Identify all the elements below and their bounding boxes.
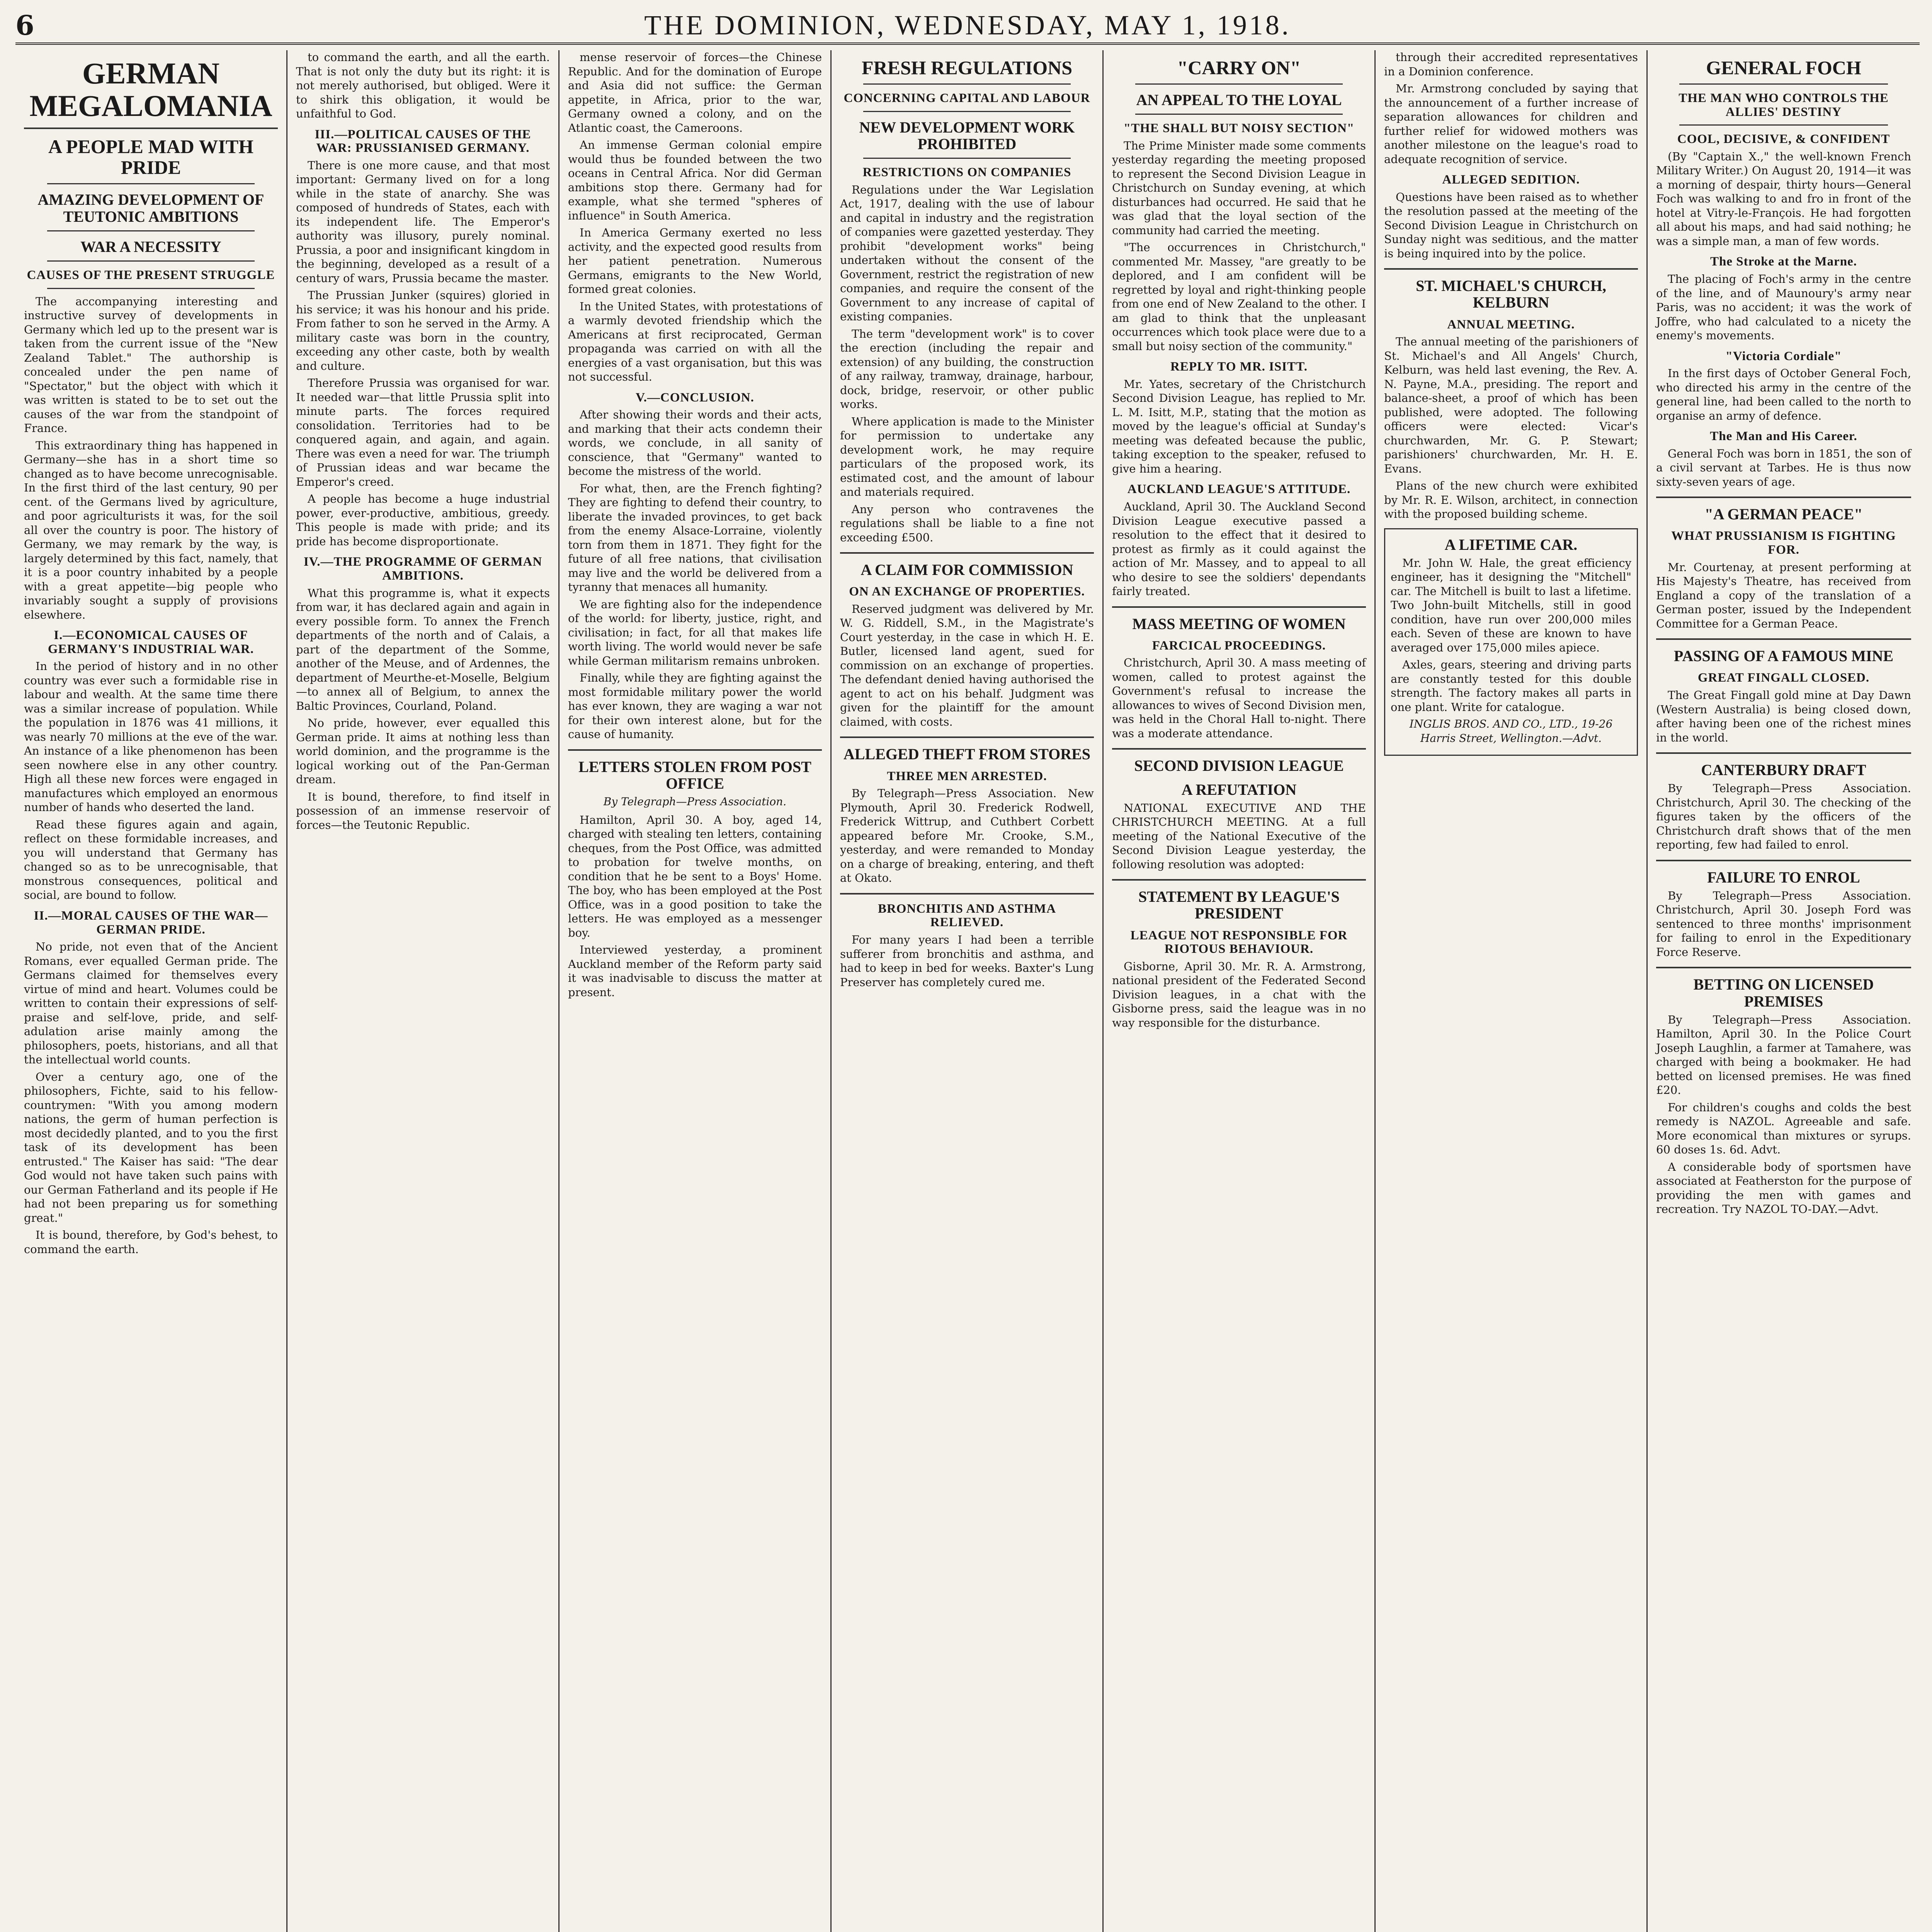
article-paragraph: By Telegraph—Press Association. Christchurch, April 30. The checking of the figures taken by the officers of the Christchurch draft shows that of the men reporting, few had failed to enrol. (1656, 782, 1911, 852)
article-paragraph: Questions have been raised as to whether the resolution passed at the meeting of the Second Division League in Christchurch on Sunday night was seditious, and the matter is being inquired into by the police. (1384, 190, 1638, 260)
article-paragraph: Any person who contravenes the regulations shall be liable to a fine not exceeding £500. (840, 502, 1094, 544)
divider (840, 893, 1094, 895)
advertisement-text: Mr. John W. Hale, the great efficiency engineer, has it designing the "Mitchell" car. The Mitchell is built to last a lifetime. Two John-built Mitchells, still in good condition, have run over 200,000 miles each. Seven of these are known to have averaged over 175,000 miles apiece. (1391, 556, 1631, 654)
deck-war-necessity: WAR A NECESSITY (80, 238, 221, 255)
headline-german-megalomania: GERMAN MEGALOMANIA (24, 57, 278, 129)
section-heading: The Stroke at the Marne. (1710, 255, 1857, 269)
headline-alleged-theft: ALLEGED THEFT FROM STORES (843, 745, 1091, 763)
newspaper-title: THE DOMINION, WEDNESDAY, MAY 1, 1918. (644, 9, 1291, 41)
article-paragraph: In America Germany exerted no less activity, and the expected good results from her patient penetration. Numerous Germans, emigrants to the New World, formed great colonies. (568, 226, 822, 296)
article-paragraph: The Prime Minister made some comments yesterday regarding the meeting proposed to represent the Second Division League in Christchurch on Sunday evening, at which disturbances had occurred. He said that he was glad that the loyal section of the community had carried the meeting. (1112, 139, 1366, 237)
advertisement-box (1384, 528, 1638, 756)
page-columns (15, 50, 1920, 1932)
headline-st-michaels: ST. MICHAEL'S CHURCH, KELBURN (1416, 277, 1606, 311)
article-paragraph: A people has become a huge industrial power, ever-productive, ambitious, greedy. This people is made with pride; and its pride has become disproportionate. (296, 492, 550, 548)
article-paragraph: What this programme is, what it expects from war, it has declared again and again in every possible form. To annex the French departments of the north and of Calais, a part of the department of the Somme, another of the Meuse, and of Ardennes, the department of Meurthe-et-Moselle, Belgium—to annex all of Belgium, to annex the Baltic Provinces, Courland, Poland. (296, 586, 550, 713)
headline-german-peace: "A GERMAN PEACE" (1704, 505, 1863, 523)
article-paragraph: In the period of history and in no other country was ever such a formidable rise in labour and wealth. At the same time there was a similar increase of population. While the population in 1876 was 41 millions, it was nearly 70 millions at the eve of the war. An instance of a like phenomenon has been seen nowhere else in any other country. High all these new forces were engaged in manufactures which employed an enormous number of hands who deserted the land. (24, 660, 278, 814)
deck-people-mad: A PEOPLE MAD WITH PRIDE (48, 136, 254, 179)
column-5 (1104, 50, 1376, 1932)
divider (1656, 860, 1911, 861)
headline-famous-mine: PASSING OF A FAMOUS MINE (1673, 647, 1894, 665)
deck-development-work: NEW DEVELOPMENT WORK PROHIBITED (859, 118, 1075, 153)
column-4 (832, 50, 1104, 1932)
article-paragraph: Mr. Armstrong concluded by saying that the announcement of a further increase of separation allowances for children and further relief for widowed mothers was another milestone on the league's road to adequate recognition of service. (1384, 82, 1638, 166)
article-paragraph: to command the earth, and all the earth. That is not only the duty but its right: it is not merely authorised, but obliged. Were it to shirk this obligation, it would be unfaithful to God. (296, 51, 550, 120)
article-paragraph: Where application is made to the Minister for permission to undertake any development work, he may require particulars of the proposed work, its estimated cost, and the amount of labour and materials required. (840, 415, 1094, 499)
article-paragraph: Auckland, April 30. The Auckland Second Division League executive passed a resolution to the effect that it desired to protest as firmly as it could against the action of Mr. Massey, and to appeal to all who desire to see the soldiers' dependants fairly treated. (1112, 500, 1366, 598)
headline-second-division: SECOND DIVISION LEAGUE (1134, 757, 1344, 775)
page-number: 6 (15, 9, 34, 41)
article-paragraph: No pride, not even that of the Ancient Romans, ever equalled German pride. The Germans claimed for themselves every virtue of mind and heart. Volumes could be written to contain their expressions of self-praise and self-love, pride, and self-adulation arise mainly among the philosophers, poets, historians, and all that the intellectual world counts. (24, 940, 278, 1066)
headline-failure-enrol: FAILURE TO ENROL (1707, 868, 1860, 886)
article-paragraph: Finally, while they are fighting against the most formidable military power the world has ever known, they are waging a war not for their own interest alone, but for the cause of humanity. (568, 671, 822, 741)
article-paragraph: By Telegraph—Press Association. Hamilton, April 30. In the Police Court Joseph Laughlin, a farmer at Tamahere, was charged with being a bookmaker. He had betted on licensed premises. He was fined £20. (1656, 1013, 1911, 1097)
article-paragraph: This extraordinary thing has happened in Germany—she has in a short time so changed as to have become unrecognisable. In the first third of the last century, 90 per cent. of the Germans lived by agriculture, and poor agriculturists it was, for the soil all over the country is poor. The history of Germany, we may remark by the way, is largely determined by this fact, namely, that it is a poor country inhabited by a people with a great appetite—big people who invariably sought a supply of provisions elsewhere. (24, 439, 278, 621)
headline-fresh-regulations: FRESH REGULATIONS (861, 57, 1073, 78)
divider (47, 183, 255, 184)
deck-allies-destiny: THE MAN WHO CONTROLS THE ALLIES' DESTINY (1679, 91, 1889, 119)
deck-noisy-section: "THE SHALL BUT NOISY SECTION" (1123, 121, 1355, 136)
article-paragraph: An immense German colonial empire would thus be founded between the two oceans in Central Africa. Nor did German ambitions stop there. Germany had for example, what she termed "spheres of influence" in South America. (568, 138, 822, 222)
section-heading: "Victoria Cordiale" (1725, 349, 1842, 363)
deck-three-men: THREE MEN ARRESTED. (887, 769, 1047, 783)
divider (1679, 124, 1888, 126)
divider (1135, 114, 1343, 115)
column-1 (15, 50, 287, 1932)
article-paragraph: Therefore Prussia was organised for war. It needed war—that little Prussia split into minute parts. The forces required consolidation. Territories had to be conquered again, and again, and again. There was even a need for war. The triumph of Prussian ideas and war became the Emperor's creed. (296, 376, 550, 488)
article-paragraph: A considerable body of sportsmen have associated at Featherston for the purpose of providing the men with games and recreation. Try NAZOL TO-DAY.—Advt. (1656, 1160, 1911, 1216)
article-paragraph: No pride, however, ever equalled this German pride. It aims at nothing less than world dominion, and the programme is the logical working out of the Pan-German dream. (296, 716, 550, 786)
divider (1135, 83, 1343, 85)
divider (1656, 638, 1911, 640)
divider (1112, 606, 1366, 608)
article-paragraph: (By "Captain X.," the well-known French Military Writer.) On August 20, 1914—it was a morning of despair, thirty hours—General Foch was walking to and fro in front of the hotel at Vitry-le-François. He had forgotten all about his maps, and had said nothing; he was a simple man, a man of few words. (1656, 150, 1911, 248)
article-paragraph: We are fighting also for the independence of the world: for liberty, justice, right, and civilisation; in fact, for all that makes life worth living. The world would never be safe while German militarism remains unbroken. (568, 597, 822, 667)
section-heading: V.—CONCLUSION. (636, 390, 754, 405)
section-heading: II.—MORAL CAUSES OF THE WAR—GERMAN PRIDE. (34, 908, 268, 937)
divider (1656, 497, 1911, 498)
divider (1112, 748, 1366, 750)
article-paragraph: General Foch was born in 1851, the son of a civil servant at Tarbes. He is thus now sixty-seven years of age. (1656, 447, 1911, 488)
divider (863, 83, 1071, 85)
deck-capital-labour: CONCERNING CAPITAL AND LABOUR (844, 91, 1090, 105)
column-7 (1648, 50, 1920, 1932)
divider (568, 749, 822, 751)
section-heading: The Man and His Career. (1710, 429, 1857, 444)
section-heading: REPLY TO MR. ISITT. (1170, 360, 1308, 374)
divider (863, 158, 1071, 159)
masthead (15, 8, 1920, 45)
divider (1112, 879, 1366, 881)
headline-mass-meeting: MASS MEETING OF WOMEN (1132, 615, 1346, 633)
article-paragraph: In the first days of October General Foch, who directed his army in the centre of the general line, had been called to the north to organise an army of defence. (1656, 367, 1911, 422)
article-paragraph: In the United States, with protestations of a warmly devoted friendship which the Americans at first reciprocated, German propaganda was carried on with all the energies of a vast organisation, but this was not successful. (568, 299, 822, 383)
article-paragraph: mense reservoir of forces—the Chinese Republic. And for the domination of Europe and Asia did not suffice: the German appetite, in Africa, prior to the war, Germany owned a colony, and on the Atlantic coast, the Cameroons. (568, 51, 822, 134)
article-paragraph: Mr. Yates, secretary of the Christchurch Second Division League, has replied to Mr. L. M. Isitt, M.P., stating that the motion as moved by the league's official at Sunday's meeting was defeated because the public, taking exception to the speaker, refused to give him a hearing. (1112, 377, 1366, 475)
headline-bronchitis: BRONCHITIS AND ASTHMA RELIEVED. (878, 901, 1056, 930)
divider (1384, 268, 1638, 270)
byline: By Telegraph—Press Association. (603, 795, 787, 808)
article-paragraph: NATIONAL EXECUTIVE AND THE CHRISTCHURCH MEETING. At a full meeting of the National Executive of the Second Division League yesterday, the following resolution was adopted: (1112, 801, 1366, 871)
article-paragraph: For children's coughs and colds the best remedy is NAZOL. Agreeable and safe. More economical than mixtures or syrups. 60 doses 1s. 6d. Advt. (1656, 1100, 1911, 1156)
article-paragraph: By Telegraph—Press Association. Christchurch, April 30. Joseph Ford was sentenced to three months' imprisonment for failing to enrol in the Expeditionary Force Reserve. (1656, 889, 1911, 959)
divider (47, 230, 255, 231)
deck-cool-decisive: COOL, DECISIVE, & CONFIDENT (1677, 132, 1890, 146)
divider (840, 736, 1094, 738)
headline-league-president: STATEMENT BY LEAGUE'S PRESIDENT (1138, 888, 1340, 922)
headline-canterbury-draft: CANTERBURY DRAFT (1701, 761, 1866, 779)
divider (47, 288, 255, 289)
deck-exchange-properties: ON AN EXCHANGE OF PROPERTIES. (849, 585, 1085, 599)
deck-farcical: FARCICAL PROCEEDINGS. (1152, 638, 1326, 653)
article-paragraph: After showing their words and their acts, and marking that their acts condemn their words, we conclude, in all sanity of conscience, that "Germany" wanted to become the mistress of the world. (568, 408, 822, 478)
advertisement-text: Axles, gears, steering and driving parts are constantly tested for this double strength. The factory makes all parts in one plant. Write for catalogue. (1391, 658, 1631, 714)
article-paragraph: The placing of Foch's army in the centre of the line, and of Maunoury's army near Paris, was no accident; it was the work of Joffre, who had calculated to a nicety the enemy's movements. (1656, 272, 1911, 342)
section-heading: AUCKLAND LEAGUE'S ATTITUDE. (1127, 482, 1351, 497)
article-paragraph: For many years I had been a terrible sufferer from bronchitis and asthma, and had to keep in bed for weeks. Baxter's Lung Preserver has completely cured me. (840, 933, 1094, 989)
article-paragraph: Plans of the new church were exhibited by Mr. R. E. Wilson, architect, in connection with the proposed building scheme. (1384, 479, 1638, 521)
article-paragraph: through their accredited representatives in a Dominion conference. (1384, 51, 1638, 78)
divider (1656, 752, 1911, 754)
article-paragraph: Gisborne, April 30. Mr. R. A. Armstrong, national president of the Federated Second Division leagues, in a chat with the Gisborne press, said the league was in no way responsible for the disturbance. (1112, 959, 1366, 1029)
deck-refutation: A REFUTATION (1181, 781, 1297, 798)
article-paragraph: It is bound, therefore, to find itself in possession of an immense reservoir of forces—the Teutonic Republic. (296, 790, 550, 832)
advertisement-headline: A LIFETIME CAR. (1444, 536, 1578, 553)
article-paragraph: For what, then, are the French fighting? They are fighting to defend their country, to liberate the invaded provinces, to get back from the enemy Alsace-Lorraine, violently torn from them in 1871. They fight for the future of all free nations, that civilisation may live and the world be delivered from a tyranny that menaces all humanity. (568, 481, 822, 594)
column-6 (1376, 50, 1648, 1932)
advertisement-signature: INGLIS BROS. AND CO., LTD., 19-26 Harris Street, Wellington.—Advt. (1409, 718, 1613, 745)
article-paragraph: The accompanying interesting and instructive survey of developments in Germany which led up to the present war is taken from the current issue of the "New Zealand Tablet." The authorship is concealed under the pen name of "Spectator," but the object with which it was written is stated to be to set out the causes of the war from the standpoint of France. (24, 294, 278, 435)
headline-claim-commission: A CLAIM FOR COMMISSION (861, 561, 1073, 579)
deck-teutonic-ambitions: AMAZING DEVELOPMENT OF TEUTONIC AMBITIONS (37, 191, 264, 225)
article-paragraph: There is one more cause, and that most important: Germany lived on for a long while in the state of anarchy. She was composed of hundreds of States, each with its independent life. The Emperor's authority was illusory, purely nominal. Prussia, a poor and insignificant kingdom in the beginning, developed as a result of a century of wars, Prussia became the master. (296, 158, 550, 285)
column-2 (287, 50, 560, 1932)
deck-appeal-loyal: AN APPEAL TO THE LOYAL (1136, 91, 1342, 109)
headline-general-foch: GENERAL FOCH (1706, 57, 1861, 78)
divider (1656, 967, 1911, 968)
headline-letters-stolen: LETTERS STOLEN FROM POST OFFICE (578, 758, 811, 792)
deck-causes: CAUSES OF THE PRESENT STRUGGLE (27, 268, 275, 282)
headline-betting-licensed: BETTING ON LICENSED PREMISES (1693, 976, 1874, 1010)
deck-prussianism: WHAT PRUSSIANISM IS FIGHTING FOR. (1671, 529, 1896, 557)
article-paragraph: By Telegraph—Press Association. New Plymouth, April 30. Frederick Rodwell, Frederick Wittrup, and Cuthbert Corbett appeared before Mr. Crooke, S.M., yesterday, and were remanded to Monday on a charge of breaking, entering, and theft at Okato. (840, 787, 1094, 885)
deck-restrictions: RESTRICTIONS ON COMPANIES (862, 165, 1071, 179)
article-paragraph: Christchurch, April 30. A mass meeting of women, called to protest against the Government's refusal to increase the allowances to wives of Second Division men, was held in the Choral Hall to-night. There was a moderate attendance. (1112, 656, 1366, 740)
article-paragraph: Hamilton, April 30. A boy, aged 14, charged with stealing ten letters, containing cheques, from the Post Office, was admitted to probation for twelve months, on condition that he be sent to a Boys' Home. The boy, who has been employed at the Post Office, was in a good position to take the letters. He was employed as a messenger boy. (568, 813, 822, 939)
article-paragraph: Mr. Courtenay, at present performing at His Majesty's Theatre, has received from England a copy of the translation of a German poster, issued by the Independent Committee for a German Peace. (1656, 560, 1911, 630)
article-paragraph: The Great Fingall gold mine at Day Dawn (Western Australia) is being closed down, after having been one of the richest mines in the world. (1656, 689, 1911, 744)
deck-not-responsible: LEAGUE NOT RESPONSIBLE FOR RIOTOUS BEHAVIOUR. (1130, 928, 1348, 956)
article-paragraph: "The occurrences in Christchurch," commented Mr. Massey, "are greatly to be deplored, and I am confident will be regretted by loyal and right-thinking people from one end of New Zealand to the other. I am glad to think that the unpleasant occurrences which took place were due to a small but noisy section of the community." (1112, 241, 1366, 353)
article-paragraph: Over a century ago, one of the philosophers, Fichte, said to his fellow-countrymen: "With you among modern nations, the germ of human perfection is most decidedly planted, and to you the first task of its development has been entrusted." The Kaiser has said: "The dear God would not have taken such pains with our German Fatherland and its people if He had not been preparing us for something great." (24, 1070, 278, 1225)
divider (1679, 83, 1888, 85)
article-paragraph: The annual meeting of the parishioners of St. Michael's and All Angels' Church, Kelburn, was held last evening, the Rev. A. N. Payne, M.A., presiding. The report and balance-sheet, a proof of which has been published, were adopted. The following officers were elected: Vicar's churchwarden, Mr. G. P. Stewart; parishioners' churchwarden, Mr. H. E. Evans. (1384, 335, 1638, 475)
deck-great-fingall: GREAT FINGALL CLOSED. (1697, 671, 1870, 685)
article-paragraph: The term "development work" is to cover the erection (including the repair and extension) of any building, the construction of any railway, tramway, drainage, harbour, dock, bridge, reservoir, or other public works. (840, 327, 1094, 411)
article-paragraph: The Prussian Junker (squires) gloried in his service; it was his honour and his pride. From father to son he served in the Army. A military caste was born in the country, exceeding any other caste, both by wealth and culture. (296, 289, 550, 372)
article-paragraph: It is bound, therefore, by God's behest, to command the earth. (24, 1228, 278, 1256)
section-heading: III.—POLITICAL CAUSES OF THE WAR: PRUSSIANISED GERMANY. (315, 127, 531, 155)
section-heading: I.—ECONOMICAL CAUSES OF GERMANY'S INDUSTRIAL WAR. (48, 628, 254, 656)
deck-annual-meeting: ANNUAL MEETING. (1447, 317, 1575, 332)
article-paragraph: Interviewed yesterday, a prominent Auckland member of the Reform party said it was inadvisable to discuss the matter at present. (568, 943, 822, 999)
divider (840, 552, 1094, 554)
article-paragraph: Regulations under the War Legislation Act, 1917, dealing with the use of labour and capital in industry and the registration of companies were gazetted yesterday. They prohibit "development works" being undertaken without the consent of the Government, restrict the registration of new companies, and require the consent of the Government to any increase of capital of existing companies. (840, 183, 1094, 323)
article-paragraph: Reserved judgment was delivered by Mr. W. G. Riddell, S.M., in the Magistrate's Court yesterday, in the case in which H. E. Butler, licensed land agent, sued for commission on an exchange of properties. The defendant denied having authorised the agent to act on his behalf. Judgment was given for the plaintiff for the amount claimed, with costs. (840, 602, 1094, 728)
column-3 (560, 50, 832, 1932)
section-heading: IV.—THE PROGRAMME OF GERMAN AMBITIONS. (303, 555, 543, 583)
divider (863, 111, 1071, 112)
headline-carry-on: "CARRY ON" (1177, 57, 1301, 78)
article-paragraph: Read these figures again and again, reflect on these formidable increases, and you will understand that Germany has changed so as to be unrecognisable, that monstrous consequences, political and social, are bound to follow. (24, 818, 278, 902)
divider (47, 260, 255, 262)
section-heading: ALLEGED SEDITION. (1442, 173, 1580, 187)
